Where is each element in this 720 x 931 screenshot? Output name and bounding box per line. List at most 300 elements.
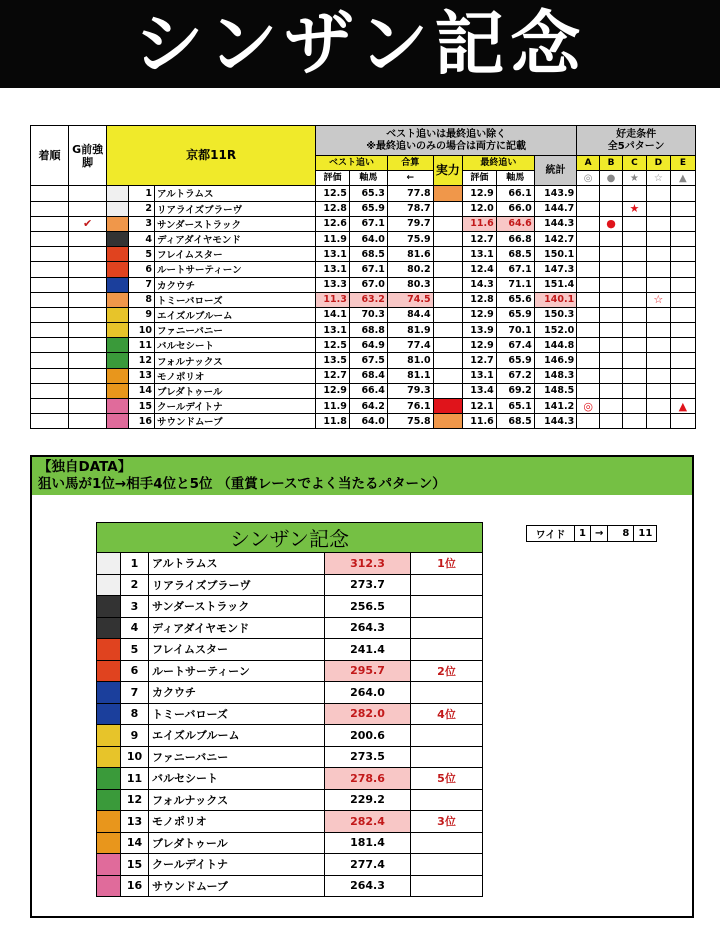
finish-cell	[31, 338, 69, 353]
pattern-mark	[670, 414, 695, 429]
best-eval: 11.8	[316, 414, 350, 429]
horse-name: クールデイトナ	[149, 854, 325, 876]
frame-color	[107, 307, 129, 322]
horse-number: 6	[121, 660, 149, 682]
pattern-mark	[622, 383, 646, 398]
race-row	[31, 247, 696, 262]
pattern-mark	[600, 277, 623, 292]
pattern-mark	[622, 231, 646, 246]
horse-name: サウンドムーブ	[149, 875, 325, 897]
pattern-mark	[622, 186, 646, 201]
best-axis: 67.0	[349, 277, 387, 292]
horse-name: アルトラムス	[149, 553, 325, 575]
pattern-mark	[577, 231, 600, 246]
best-axis: 64.0	[349, 414, 387, 429]
frame-color	[97, 789, 121, 811]
pattern-mark	[670, 292, 695, 307]
horse-name: サウンドムーブ	[155, 414, 316, 429]
pattern-mark	[600, 307, 623, 322]
finish-cell	[31, 383, 69, 398]
jitsuryoku-cell	[433, 368, 462, 383]
horse-name: ルートサーティーン	[149, 660, 325, 682]
horse-number: 16	[121, 875, 149, 897]
pattern-mark	[577, 383, 600, 398]
final-axis: 65.9	[496, 353, 534, 368]
rank-label	[411, 854, 483, 876]
frame-color	[97, 811, 121, 833]
g-front-cell: ✔	[69, 216, 107, 231]
horse-number: 8	[128, 292, 154, 307]
pattern-mark	[646, 399, 670, 414]
best-eval: 11.9	[316, 399, 350, 414]
frame-color	[97, 725, 121, 747]
horse-number: 2	[121, 574, 149, 596]
rating-row	[97, 875, 483, 897]
rank-label	[411, 832, 483, 854]
total-score: 77.4	[387, 338, 433, 353]
conditions-line2: 全5パターン	[607, 140, 665, 152]
stats-value: 148.5	[534, 383, 576, 398]
horse-name: フォルナックス	[155, 353, 316, 368]
final-eval: 12.0	[462, 201, 496, 216]
pattern-mark: ★	[622, 201, 646, 216]
pattern-mark	[622, 353, 646, 368]
horse-number: 9	[128, 307, 154, 322]
pattern-mark	[600, 262, 623, 277]
jitsuryoku-cell	[433, 216, 462, 231]
final-axis: 64.6	[496, 216, 534, 231]
final-eval: 13.4	[462, 383, 496, 398]
pattern-mark	[670, 323, 695, 338]
g-front-cell	[69, 383, 107, 398]
jitsuryoku-cell	[433, 338, 462, 353]
pattern-mark	[577, 338, 600, 353]
pattern-mark	[646, 216, 670, 231]
stats-value: 140.1	[534, 292, 576, 307]
pattern-mark	[622, 368, 646, 383]
horse-number: 4	[128, 231, 154, 246]
horse-number: 1	[121, 553, 149, 575]
rating-value: 278.6	[325, 768, 411, 790]
frame-color	[97, 596, 121, 618]
frame-color	[97, 832, 121, 854]
horse-name: クールデイトナ	[155, 399, 316, 414]
jitsuryoku-cell	[433, 231, 462, 246]
stats-value: 144.3	[534, 414, 576, 429]
horse-name: カクウチ	[155, 277, 316, 292]
frame-color	[97, 574, 121, 596]
conditions-header	[577, 126, 696, 156]
final-axis: 69.2	[496, 383, 534, 398]
pattern-mark	[622, 292, 646, 307]
pattern-mark	[646, 414, 670, 429]
final-axis: 67.4	[496, 338, 534, 353]
race-row	[31, 307, 696, 322]
rank-label: 4位	[411, 703, 483, 725]
pattern-mark	[646, 186, 670, 201]
pattern-symbol-c: ★	[622, 171, 646, 186]
race-row	[31, 414, 696, 429]
pattern-symbol-e: ▲	[670, 171, 695, 186]
pattern-mark	[622, 323, 646, 338]
horse-name: リアライズブラーヴ	[155, 201, 316, 216]
rank-label: 2位	[411, 660, 483, 682]
jitsuryoku-cell	[433, 247, 462, 262]
horse-name: エイズルブルーム	[155, 307, 316, 322]
pattern-mark	[622, 247, 646, 262]
total-score: 81.6	[387, 247, 433, 262]
race-row	[31, 292, 696, 307]
final-eval: 12.9	[462, 186, 496, 201]
finish-cell	[31, 186, 69, 201]
g-front-cell	[69, 277, 107, 292]
pattern-mark	[646, 368, 670, 383]
frame-color	[97, 617, 121, 639]
rank-label	[411, 617, 483, 639]
best-eval: 14.1	[316, 307, 350, 322]
conditions-line1: 好走条件	[616, 128, 657, 140]
horse-number: 15	[121, 854, 149, 876]
stats-header: 統計	[534, 156, 576, 186]
pattern-mark	[622, 262, 646, 277]
jitsuryoku-cell	[433, 277, 462, 292]
note-line1: ベスト追いは最終追い除く	[386, 128, 507, 140]
final-eval: 12.7	[462, 231, 496, 246]
stats-value: 141.2	[534, 399, 576, 414]
rating-row	[97, 811, 483, 833]
pattern-mark	[577, 216, 600, 231]
pattern-mark	[577, 277, 600, 292]
final-eval: 12.9	[462, 307, 496, 322]
horse-number: 13	[121, 811, 149, 833]
total-score: 75.9	[387, 231, 433, 246]
rating-value: 256.5	[325, 596, 411, 618]
race-row	[31, 201, 696, 216]
finish-cell	[31, 414, 69, 429]
g-front-cell	[69, 262, 107, 277]
jitsuryoku-cell	[433, 383, 462, 398]
pattern-mark	[670, 383, 695, 398]
jitsuryoku-cell	[433, 292, 462, 307]
horse-number: 9	[121, 725, 149, 747]
horse-name: ルートサーティーン	[155, 262, 316, 277]
final-eval: 13.9	[462, 323, 496, 338]
rating-row	[97, 639, 483, 661]
pattern-symbol-a: ◎	[577, 171, 600, 186]
rating-row	[97, 789, 483, 811]
rating-value: 241.4	[325, 639, 411, 661]
pattern-mark	[670, 353, 695, 368]
finish-cell	[31, 231, 69, 246]
pattern-mark	[670, 277, 695, 292]
horse-number: 13	[128, 368, 154, 383]
stats-value: 148.3	[534, 368, 576, 383]
frame-color	[97, 746, 121, 768]
horse-number: 3	[121, 596, 149, 618]
g-front-header: G前強脚	[69, 126, 107, 186]
pattern-mark	[577, 262, 600, 277]
rank-label	[411, 725, 483, 747]
rating-value: 273.5	[325, 746, 411, 768]
rating-row	[97, 660, 483, 682]
g-front-cell	[69, 186, 107, 201]
pattern-a: A	[577, 156, 600, 171]
stats-value: 151.4	[534, 277, 576, 292]
rank-label	[411, 639, 483, 661]
rating-row	[97, 725, 483, 747]
pattern-mark	[646, 231, 670, 246]
best-axis: 70.3	[349, 307, 387, 322]
note-line2: ※最終追いのみの場合は両方に記載	[366, 140, 527, 152]
horse-name: バルセシート	[149, 768, 325, 790]
jitsuryoku-cell	[433, 307, 462, 322]
best-axis: 63.2	[349, 292, 387, 307]
pattern-mark	[670, 186, 695, 201]
best-axis: 64.2	[349, 399, 387, 414]
race-row	[31, 383, 696, 398]
rating-value: 181.4	[325, 832, 411, 854]
wide-label: ワイド	[527, 526, 575, 542]
rank-label: 1位	[411, 553, 483, 575]
pattern-mark	[600, 414, 623, 429]
best-axis: 68.4	[349, 368, 387, 383]
rating-value: 273.7	[325, 574, 411, 596]
best-eval: 13.1	[316, 323, 350, 338]
pattern-mark	[670, 338, 695, 353]
jitsuryoku-cell	[433, 201, 462, 216]
horse-name: サンダーストラック	[149, 596, 325, 618]
best-eval: 13.1	[316, 262, 350, 277]
horse-number: 10	[128, 323, 154, 338]
pattern-mark: ▲	[670, 399, 695, 414]
pattern-mark	[622, 277, 646, 292]
best-eval: 12.8	[316, 201, 350, 216]
pattern-mark	[577, 307, 600, 322]
pattern-mark	[600, 247, 623, 262]
finish-cell	[31, 247, 69, 262]
rating-row	[97, 703, 483, 725]
pattern-mark	[670, 216, 695, 231]
race-row	[31, 338, 696, 353]
frame-color	[107, 368, 129, 383]
g-front-cell	[69, 323, 107, 338]
frame-color	[107, 186, 129, 201]
frame-color	[107, 323, 129, 338]
total-score: 76.1	[387, 399, 433, 414]
rating-row	[97, 768, 483, 790]
horse-number: 1	[128, 186, 154, 201]
best-axis: 68.5	[349, 247, 387, 262]
total-score: 79.3	[387, 383, 433, 398]
pattern-mark: ☆	[646, 292, 670, 307]
pattern-mark	[646, 201, 670, 216]
stats-value: 142.7	[534, 231, 576, 246]
pattern-mark	[600, 353, 623, 368]
race-table	[30, 125, 696, 429]
pattern-mark	[577, 323, 600, 338]
pattern-mark	[600, 201, 623, 216]
horse-number: 4	[121, 617, 149, 639]
pattern-mark	[600, 186, 623, 201]
data-header	[32, 457, 692, 495]
final-axis: 66.0	[496, 201, 534, 216]
frame-color	[107, 262, 129, 277]
total-score: 80.2	[387, 262, 433, 277]
rating-value: 200.6	[325, 725, 411, 747]
final-eval: 13.1	[462, 368, 496, 383]
pattern-mark	[622, 216, 646, 231]
g-front-cell	[69, 414, 107, 429]
total-score: 77.8	[387, 186, 433, 201]
best-eval: 11.3	[316, 292, 350, 307]
horse-name: トミーバローズ	[149, 703, 325, 725]
g-front-cell	[69, 231, 107, 246]
horse-name: エイズルブルーム	[149, 725, 325, 747]
pattern-mark	[600, 368, 623, 383]
pattern-mark	[670, 231, 695, 246]
best-axis: 65.3	[349, 186, 387, 201]
g-front-cell	[69, 201, 107, 216]
final-axis-header: 軸馬	[496, 171, 534, 186]
horse-name: モノポリオ	[155, 368, 316, 383]
horse-name: ディアダイヤモンド	[149, 617, 325, 639]
rank-label	[411, 789, 483, 811]
best-axis: 67.1	[349, 216, 387, 231]
horse-number: 6	[128, 262, 154, 277]
best-axis: 64.9	[349, 338, 387, 353]
final-header: 最終追い	[462, 156, 534, 171]
rank-label	[411, 596, 483, 618]
rating-row	[97, 617, 483, 639]
total-score: 81.9	[387, 323, 433, 338]
horse-name: モノポリオ	[149, 811, 325, 833]
wide-first: 1	[575, 526, 591, 542]
pattern-mark	[622, 399, 646, 414]
stats-value: 144.8	[534, 338, 576, 353]
frame-color	[97, 639, 121, 661]
total-score: 80.3	[387, 277, 433, 292]
finish-cell	[31, 323, 69, 338]
wide-arrow: →	[590, 526, 607, 542]
rating-row	[97, 596, 483, 618]
rating-table-title: シンザン記念	[97, 523, 483, 553]
g-front-cell	[69, 307, 107, 322]
pattern-b: B	[600, 156, 623, 171]
final-eval: 12.1	[462, 399, 496, 414]
frame-color	[107, 216, 129, 231]
best-axis: 66.4	[349, 383, 387, 398]
best-axis: 68.8	[349, 323, 387, 338]
stats-value: 150.1	[534, 247, 576, 262]
jitsuryoku-header: 実力	[433, 156, 462, 186]
arrow-header: ←	[387, 171, 433, 186]
best-eval: 12.5	[316, 186, 350, 201]
race-row	[31, 262, 696, 277]
horse-name: カクウチ	[149, 682, 325, 704]
pattern-mark	[577, 201, 600, 216]
best-eval: 13.5	[316, 353, 350, 368]
frame-color	[107, 353, 129, 368]
pattern-c: C	[622, 156, 646, 171]
final-axis: 66.8	[496, 231, 534, 246]
rank-label	[411, 574, 483, 596]
g-front-cell	[69, 368, 107, 383]
horse-number: 5	[121, 639, 149, 661]
pattern-mark	[646, 338, 670, 353]
best-header: ベスト追い	[316, 156, 388, 171]
g-front-cell	[69, 338, 107, 353]
stats-value: 152.0	[534, 323, 576, 338]
pattern-mark	[646, 247, 670, 262]
pattern-mark	[646, 277, 670, 292]
finish-cell	[31, 307, 69, 322]
total-score: 75.8	[387, 414, 433, 429]
jitsuryoku-cell	[433, 262, 462, 277]
best-eval: 12.6	[316, 216, 350, 231]
finish-cell	[31, 292, 69, 307]
final-eval: 12.4	[462, 262, 496, 277]
total-score: 81.0	[387, 353, 433, 368]
rank-label: 3位	[411, 811, 483, 833]
g-front-cell	[69, 292, 107, 307]
best-eval: 13.1	[316, 247, 350, 262]
stats-value: 146.9	[534, 353, 576, 368]
rating-value: 264.0	[325, 682, 411, 704]
final-axis: 71.1	[496, 277, 534, 292]
pattern-symbol-d: ☆	[646, 171, 670, 186]
rating-value: 264.3	[325, 875, 411, 897]
horse-name: ディアダイヤモンド	[155, 231, 316, 246]
race-row	[31, 231, 696, 246]
frame-color	[97, 553, 121, 575]
stats-value: 147.3	[534, 262, 576, 277]
final-axis: 67.1	[496, 262, 534, 277]
stats-value: 144.3	[534, 216, 576, 231]
pattern-mark	[670, 201, 695, 216]
race-name: 京都11R	[107, 126, 316, 186]
total-score: 74.5	[387, 292, 433, 307]
rating-value: 312.3	[325, 553, 411, 575]
final-eval: 11.6	[462, 216, 496, 231]
pattern-mark	[577, 353, 600, 368]
best-eval: 12.9	[316, 383, 350, 398]
g-front-cell	[69, 399, 107, 414]
race-row	[31, 186, 696, 201]
horse-number: 8	[121, 703, 149, 725]
pattern-mark	[600, 338, 623, 353]
frame-color	[107, 231, 129, 246]
pattern-mark	[600, 383, 623, 398]
frame-color	[97, 875, 121, 897]
pattern-mark	[577, 292, 600, 307]
rating-value: 277.4	[325, 854, 411, 876]
horse-name: ブレダトゥール	[155, 383, 316, 398]
best-eval: 13.3	[316, 277, 350, 292]
frame-color	[107, 247, 129, 262]
horse-number: 12	[121, 789, 149, 811]
race-row	[31, 399, 696, 414]
frame-color	[107, 277, 129, 292]
title-banner	[0, 0, 720, 88]
jitsuryoku-cell	[433, 399, 462, 414]
horse-name: リアライズブラーヴ	[149, 574, 325, 596]
pattern-mark	[577, 414, 600, 429]
rating-value: 282.4	[325, 811, 411, 833]
final-axis: 65.9	[496, 307, 534, 322]
best-eval: 12.7	[316, 368, 350, 383]
horse-name: サンダーストラック	[155, 216, 316, 231]
horse-name: フォルナックス	[149, 789, 325, 811]
